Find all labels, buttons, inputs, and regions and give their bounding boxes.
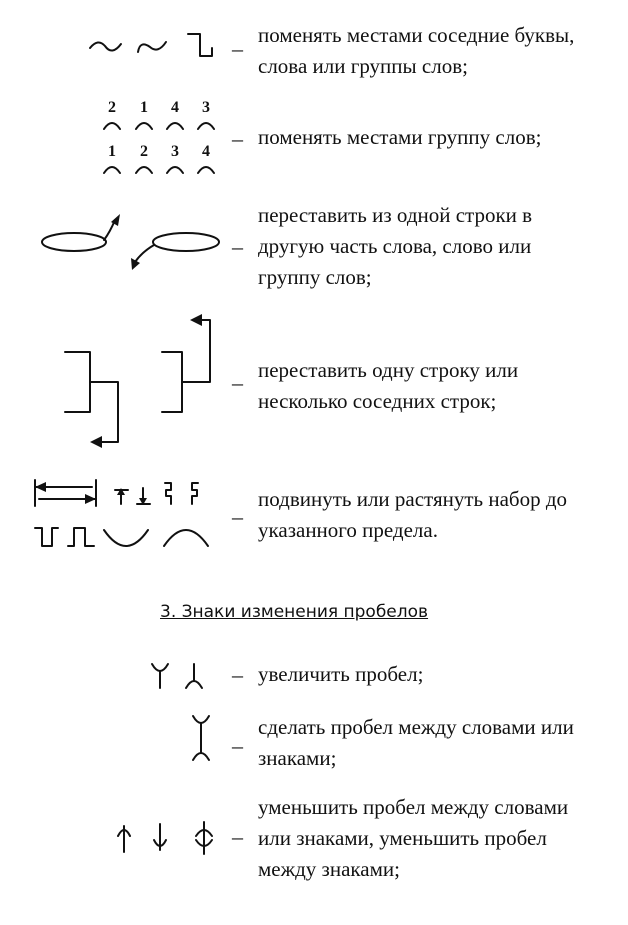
entry-2-text: поменять местами группу слов; <box>258 125 542 149</box>
order-number: 1 <box>108 143 116 160</box>
entry-3-dash: – <box>232 234 243 259</box>
reduce-space-icon <box>114 820 224 856</box>
make-space-icon <box>190 712 220 764</box>
entry-1-text: поменять местами соседние буквы, слова или группы слов; <box>258 23 575 78</box>
stretch-limit-icon <box>30 478 230 558</box>
entry-5-dash: – <box>232 504 243 529</box>
order-number: 4 <box>171 99 179 116</box>
order-number: 2 <box>108 99 116 116</box>
order-number: 3 <box>171 143 179 160</box>
entry-4-text: переставить одну строку или несколько соседних строк; <box>258 358 519 413</box>
entry-1-dash: – <box>232 36 243 61</box>
entry-3-text: переставить из одной строки в другую часть слова, слово или группу слов; <box>258 203 533 289</box>
space-entry-2-text: сделать пробел между словами или знаками; <box>258 715 574 770</box>
space-entry-3-dash: – <box>232 824 243 849</box>
order-number: 1 <box>140 99 148 116</box>
entry-5-text: подвинуть или растянуть набор до указанного предела. <box>258 487 568 542</box>
entry-2-dash: – <box>232 126 243 151</box>
order-number: 2 <box>140 143 148 160</box>
swap-order-arcs-icon <box>100 115 225 180</box>
order-number: 3 <box>202 99 210 116</box>
increase-space-icon <box>148 660 218 692</box>
space-entry-1-text: увеличить пробел; <box>258 662 424 686</box>
entry-4-dash: – <box>232 370 243 395</box>
move-line-bracket-icon <box>60 308 220 456</box>
space-entry-3-text: уменьшить пробел между словами или знаками, уменьшить пробел между знаками; <box>258 795 569 881</box>
move-text-loop-icon <box>38 212 223 272</box>
order-number: 4 <box>202 143 210 160</box>
swap-wave-icon <box>88 30 228 62</box>
section-heading: 3. Знаки изменения пробелов <box>160 602 429 622</box>
space-entry-2-dash: – <box>232 733 243 758</box>
space-entry-1-dash: – <box>232 662 243 687</box>
